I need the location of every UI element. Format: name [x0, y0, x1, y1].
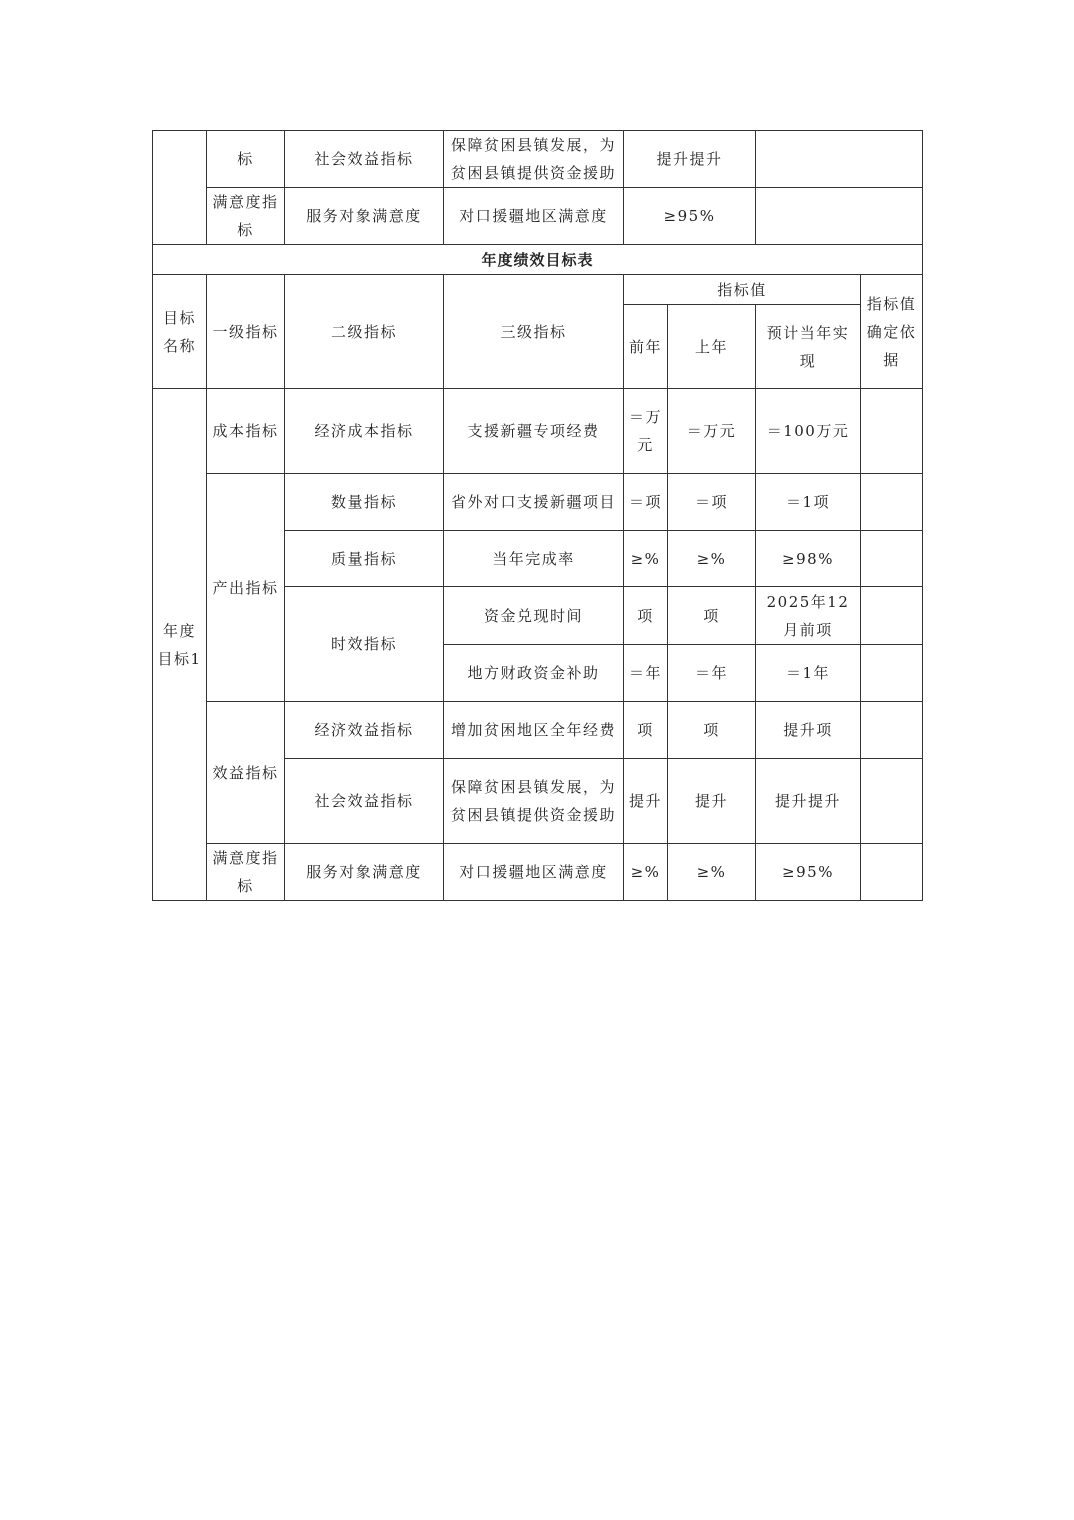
carryover-level3-cell: 对口援疆地区满意度 [444, 188, 624, 245]
section-title-row [153, 245, 923, 275]
prev-value-cell: 提升 [624, 759, 668, 844]
last-value-cell: ＝项 [668, 474, 756, 531]
level2-cell: 数量指标 [285, 474, 444, 531]
level2-cell: 质量指标 [285, 531, 444, 587]
level3-cell: 支援新疆专项经费 [444, 389, 624, 474]
basis-cell [861, 759, 923, 844]
expected-value-cell: 2025年12月前项 [756, 587, 861, 645]
performance-table [152, 130, 923, 901]
basis-cell [861, 844, 923, 901]
expected-value-cell: 提升项 [756, 702, 861, 759]
expected-value-cell: ＝1项 [756, 474, 861, 531]
basis-cell [861, 587, 923, 645]
level2-cell: 经济成本指标 [285, 389, 444, 474]
carryover-goal-cell [153, 131, 207, 245]
table-row [153, 389, 923, 474]
expected-value-cell: ≥95% [756, 844, 861, 901]
header-expected: 预计当年实现 [756, 305, 861, 389]
last-value-cell: 项 [668, 587, 756, 645]
expected-value-cell: ＝100万元 [756, 389, 861, 474]
prev-value-cell: 项 [624, 702, 668, 759]
last-value-cell: ＝万元 [668, 389, 756, 474]
level3-cell: 增加贫困地区全年经费 [444, 702, 624, 759]
basis-cell [861, 702, 923, 759]
carryover-basis-cell [756, 188, 923, 245]
header-row-1 [153, 275, 923, 305]
level1-output: 产出指标 [207, 474, 285, 702]
last-value-cell: 提升 [668, 759, 756, 844]
carryover-value-cell: 提升提升 [624, 131, 756, 188]
basis-cell [861, 531, 923, 587]
carryover-basis-cell [756, 131, 923, 188]
level2-cell: 服务对象满意度 [285, 844, 444, 901]
prev-value-cell: ＝项 [624, 474, 668, 531]
basis-cell [861, 389, 923, 474]
header-level3: 三级指标 [444, 275, 624, 389]
level2-cell: 经济效益指标 [285, 702, 444, 759]
level3-cell: 资金兑现时间 [444, 587, 624, 645]
carryover-level3-cell: 保障贫困县镇发展，为贫困县镇提供资金援助 [444, 131, 624, 188]
last-value-cell: 项 [668, 702, 756, 759]
level3-cell: 保障贫困县镇发展，为贫困县镇提供资金援助 [444, 759, 624, 844]
level1-cost: 成本指标 [207, 389, 285, 474]
last-value-cell: ≥% [668, 531, 756, 587]
carryover-value-cell: ≥95% [624, 188, 756, 245]
carryover-level2-cell: 服务对象满意度 [285, 188, 444, 245]
prev-value-cell: ≥% [624, 531, 668, 587]
last-value-cell: ≥% [668, 844, 756, 901]
carryover-level2-cell: 社会效益指标 [285, 131, 444, 188]
prev-value-cell: 项 [624, 587, 668, 645]
header-goal-name: 目标名称 [153, 275, 207, 389]
section-title: 年度绩效目标表 [153, 245, 923, 275]
level3-cell: 地方财政资金补助 [444, 645, 624, 702]
header-prev-year: 前年 [624, 305, 668, 389]
carryover-row-social [153, 131, 923, 188]
basis-cell [861, 474, 923, 531]
expected-value-cell: 提升提升 [756, 759, 861, 844]
basis-cell [861, 645, 923, 702]
header-level1: 一级指标 [207, 275, 285, 389]
prev-value-cell: ＝年 [624, 645, 668, 702]
expected-value-cell: ≥98% [756, 531, 861, 587]
header-basis: 指标值确定依据 [861, 275, 923, 389]
prev-value-cell: ＝万元 [624, 389, 668, 474]
carryover-level1-cell: 满意度指标 [207, 188, 285, 245]
table-row [153, 474, 923, 531]
level2-cell: 社会效益指标 [285, 759, 444, 844]
table-row [153, 702, 923, 759]
carryover-level1-cell: 标 [207, 131, 285, 188]
level1-benefit: 效益指标 [207, 702, 285, 844]
header-level2: 二级指标 [285, 275, 444, 389]
level3-cell: 对口援疆地区满意度 [444, 844, 624, 901]
last-value-cell: ＝年 [668, 645, 756, 702]
table-row [153, 844, 923, 901]
level1-satisfaction: 满意度指标 [207, 844, 285, 901]
expected-value-cell: ＝1年 [756, 645, 861, 702]
level3-cell: 省外对口支援新疆项目 [444, 474, 624, 531]
prev-value-cell: ≥% [624, 844, 668, 901]
header-last-year: 上年 [668, 305, 756, 389]
level3-cell: 当年完成率 [444, 531, 624, 587]
carryover-row-satisfaction [153, 188, 923, 245]
level2-cell: 时效指标 [285, 587, 444, 702]
goal-label-cell: 年度目标1 [153, 389, 207, 901]
header-indicator-value: 指标值 [624, 275, 861, 305]
